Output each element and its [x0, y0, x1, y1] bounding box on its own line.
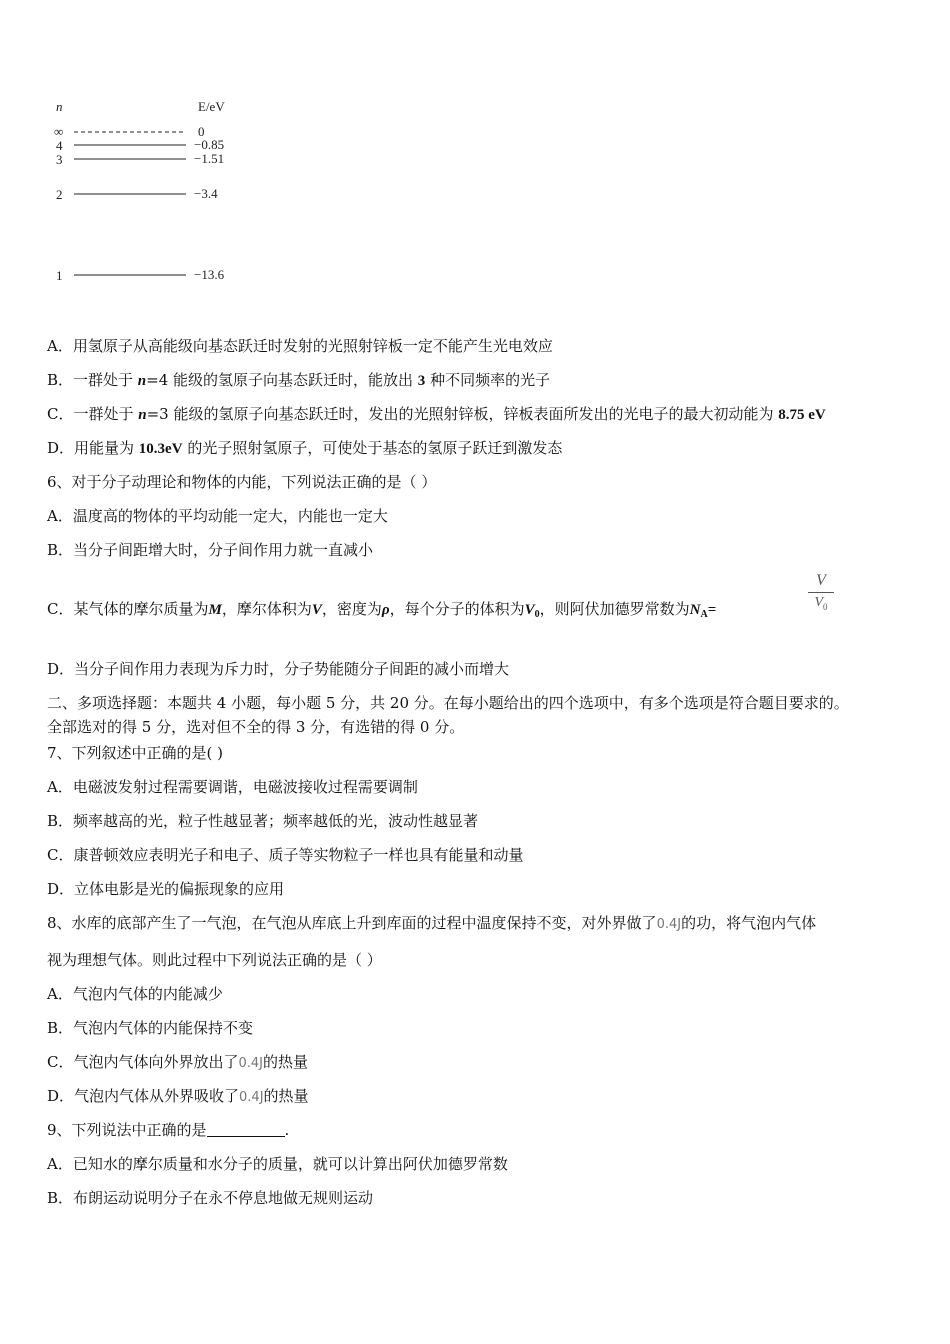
q8-option-a: A．气泡内气体的内能减少 [47, 985, 223, 1003]
q8-option-b: B．气泡内气体的内能保持不变 [47, 1019, 254, 1037]
n-axis-label: n [56, 99, 63, 114]
q8-option-d: D．气泡内气体从外界吸收了0.4J的热量 [47, 1087, 309, 1105]
level-inf-e: 0 [198, 124, 205, 139]
q6-option-c: C．某气体的摩尔质量为M，摩尔体积为V，密度为ρ，每个分子的体积为$V_0$，则阿伏加德罗常数为$N_A=$ [47, 600, 717, 620]
q8-option-c: C．气泡内气体向外界放出了0.4J的热量 [47, 1053, 309, 1071]
level-3-e: −1.51 [194, 151, 225, 166]
q8-stem-line1: 8、水库的底部产生了一气泡，在气泡从库底上升到库面的过程中温度保持不变，对外界做了0.4J的功，将气泡内气体 [47, 914, 817, 932]
q7-option-d: D．立体电影是光的偏振现象的应用 [47, 880, 285, 898]
level-inf-n: ∞ [54, 124, 64, 139]
q5-option-d: D．用能量为 10.3eV 的光子照射氢原子，可使处于基态的氢原子跃迁到激发态 [47, 439, 563, 457]
q5-option-c: C．一群处于 n=3 能级的氢原子向基态跃迁时，发出的光照射锌板，锌板表面所发出的光电子的最大初动能为 8.75 eV [47, 405, 826, 423]
energy-level-diagram [50, 92, 250, 292]
answer-blank[interactable] [207, 1122, 285, 1137]
q7-stem: 7、下列叙述中正确的是( ) [47, 744, 224, 762]
fraction-numerator: V [816, 572, 826, 589]
section2-instructions-line2: 全部选对的得 5 分，选对但不全的得 3 分，有选错的得 0 分。 [47, 718, 465, 736]
q8-stem-line2: 视为理想气体。则此过程中下列说法正确的是（ ） [47, 951, 382, 969]
level-2-e: −3.4 [194, 186, 218, 201]
level-3-n: 3 [56, 152, 63, 167]
q5-option-a: A．用氢原子从高能级向基态跃迁时发射的光照射锌板一定不能产生光电效应 [47, 337, 553, 355]
section2-instructions-line1: 二、多项选择题：本题共 4 小题，每小题 5 分，共 20 分。在每小题给出的四个选项中，有多个选项是符合题目要求的。 [47, 694, 849, 712]
level-2-n: 2 [56, 187, 63, 202]
q5-option-b: B．一群处于 n=4 能级的氢原子向基态跃迁时，能放出 3 种不同频率的光子 [47, 371, 551, 389]
q6-stem: 6、对于分子动理论和物体的内能，下列说法正确的是（ ） [47, 473, 437, 491]
q7-option-a: A．电磁波发射过程需要调谐，电磁波接收过程需要调制 [47, 778, 418, 796]
q7-option-c: C．康普顿效应表明光子和电子、质子等实物粒子一样也具有能量和动量 [47, 846, 524, 864]
level-1-n: 1 [56, 268, 63, 283]
energy-axis-label: E/eV [198, 99, 225, 114]
q6-option-b: B．当分子间距增大时，分子间作用力就一直减小 [47, 541, 374, 559]
q9-option-b: B．布朗运动说明分子在永不停息地做无规则运动 [47, 1189, 374, 1207]
level-4-n: 4 [56, 138, 63, 153]
q7-option-b: B．频率越高的光，粒子性越显著；频率越低的光，波动性越显著 [47, 812, 479, 830]
work-value: 0.4J [656, 917, 682, 932]
avogadro-fraction [808, 572, 834, 612]
level-1-e: −13.6 [194, 267, 225, 282]
q6-option-d: D．当分子间作用力表现为斥力时，分子势能随分子间距的减小而增大 [47, 660, 510, 678]
q6-option-a: A．温度高的物体的平均动能一定大，内能也一定大 [47, 507, 388, 525]
level-4-e: −0.85 [194, 137, 225, 152]
q9-option-a: A．已知水的摩尔质量和水分子的质量，就可以计算出阿伏加德罗常数 [47, 1155, 508, 1173]
q9-stem: 9、下列说法中正确的是 . [47, 1121, 290, 1139]
fraction-denominator: $V_0$ [814, 595, 828, 612]
